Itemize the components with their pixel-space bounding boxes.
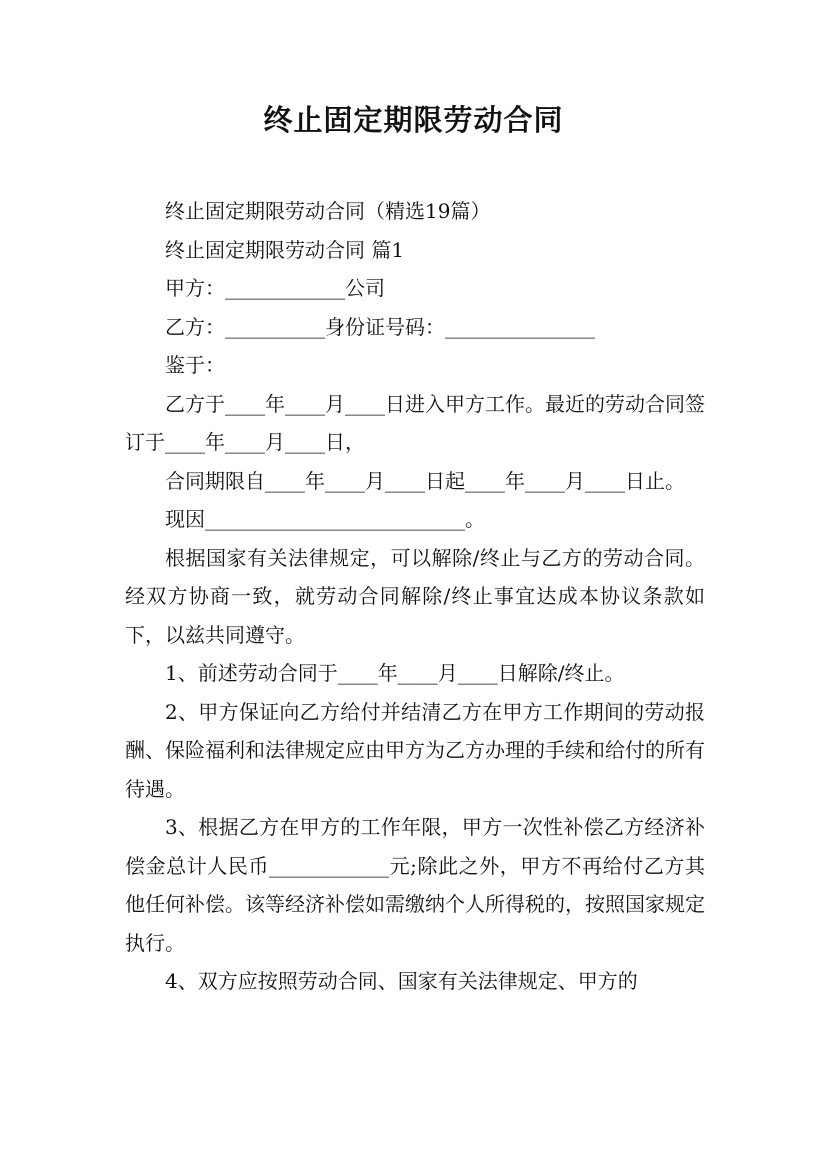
clause-2-paragraph: 2、甲方保证向乙方给付并结清乙方在甲方工作期间的劳动报酬、保险福利和法律规定应由甲方为乙方办理的手续和给付的所有待遇。 xyxy=(125,699,705,801)
clause-3-paragraph: 3、根据乙方在甲方的工作年限，甲方一次性补偿乙方经济补偿金总计人民币____________元;除此之外，甲方不再给付乙方其他任何补偿。该等经济补偿如需缴纳个人所得税的，按照国家规定执行。 xyxy=(125,815,705,955)
section-heading: 终止固定期限劳动合同 篇1 xyxy=(165,237,405,262)
whereas-line: 鉴于： xyxy=(165,353,225,377)
clause-4-paragraph: 4、双方应按照劳动合同、国家有关法律规定、甲方的 xyxy=(165,969,638,993)
party-b-line: 乙方：__________身份证号码：_______________ xyxy=(165,314,595,339)
clause-1-paragraph: 1、前述劳动合同于____年____月____日解除/终止。 xyxy=(165,661,625,685)
contract-term-paragraph: 合同期限自____年____月____日起____年____月____日止。 xyxy=(165,468,685,493)
document-body xyxy=(125,192,705,1001)
subtitle-paragraph: 终止固定期限劳动合同（精选19篇） xyxy=(165,199,491,223)
employment-date-paragraph: 乙方于____年____月____日进入甲方工作。最近的劳动合同签订于____年____月____日， xyxy=(125,391,705,454)
reason-paragraph: 现因__________________________。 xyxy=(165,507,485,531)
party-a-line: 甲方：____________公司 xyxy=(165,276,385,300)
document-title: 终止固定期限劳动合同 xyxy=(263,103,564,137)
legal-basis-paragraph: 根据国家有关法律规定，可以解除/终止与乙方的劳动合同。经双方协商一致，就劳动合同解除/终止事宜达成本协议条款如下，以兹共同遵守。 xyxy=(125,545,705,647)
